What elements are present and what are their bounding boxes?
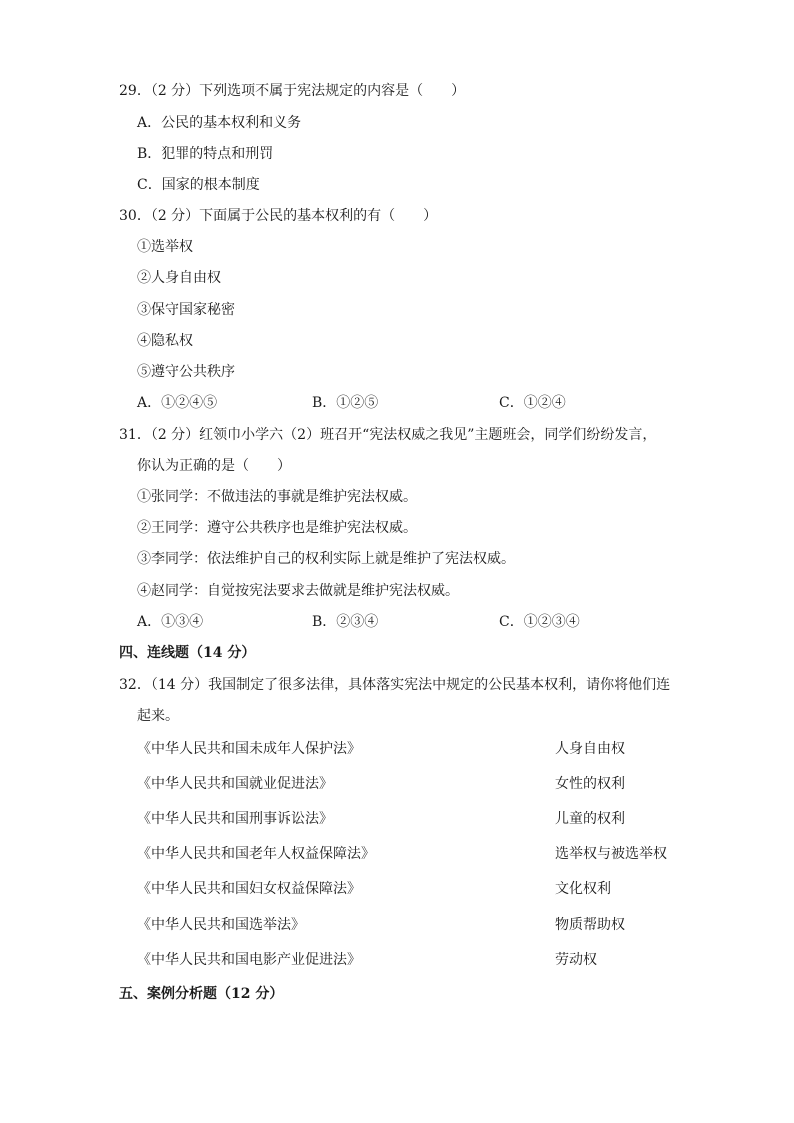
section-4-title: 四、连线题（14 分） (119, 645, 256, 661)
right-item: 选举权与被选举权 (555, 846, 667, 862)
right-item: 文化权利 (555, 881, 611, 897)
question-32-stem-line-2: 起来。 (137, 708, 179, 724)
matching-row (137, 950, 697, 970)
question-30-item-2: ②人身自由权 (137, 270, 221, 286)
question-31-stem-line-2: 你认为正确的是（ ） (137, 458, 291, 474)
law-item: 《中华人民共和国刑事诉讼法》 (137, 811, 333, 827)
law-item: 《中华人民共和国老年人权益保障法》 (137, 846, 375, 862)
matching-row (137, 844, 697, 864)
question-31-option-a: A．①③④ (137, 614, 204, 630)
question-29-option-b: B．犯罪的特点和刑罚 (137, 146, 274, 162)
question-30-stem: 30．（2 分）下面属于公民的基本权利的有（ ） (119, 208, 438, 224)
question-31-item-4: ④赵同学：自觉按宪法要求去做就是维护宪法权威。 (137, 583, 459, 599)
question-31-item-2: ②王同学：遵守公共秩序也是维护宪法权威。 (137, 520, 417, 536)
matching-row (137, 739, 697, 759)
question-31-stem-line-1: 31．（2 分）红领巾小学六（2）班召开“宪法权威之我见”主题班会，同学们纷纷发言， (119, 427, 657, 443)
question-30-item-5: ⑤遵守公共秩序 (137, 364, 235, 380)
right-item: 女性的权利 (555, 776, 625, 792)
matching-row (137, 915, 697, 935)
question-32-stem-line-1: 32．（14 分）我国制定了很多法律，具体落实宪法中规定的公民基本权利，请你将他们连 (119, 677, 671, 693)
question-31-options (137, 612, 697, 632)
right-item: 儿童的权利 (555, 811, 625, 827)
law-item: 《中华人民共和国电影产业促进法》 (137, 952, 361, 968)
section-5-title: 五、案例分析题（12 分） (119, 986, 284, 1002)
question-30-option-c: C．①②④ (499, 395, 566, 411)
right-item: 物质帮助权 (555, 917, 625, 933)
question-30-item-1: ①选举权 (137, 239, 193, 255)
question-31-item-1: ①张同学：不做违法的事就是维护宪法权威。 (137, 489, 417, 505)
question-30-item-3: ③保守国家秘密 (137, 302, 235, 318)
question-30-option-a: A．①②④⑤ (137, 395, 218, 411)
question-31-option-b: B．②③④ (312, 614, 379, 630)
law-item: 《中华人民共和国妇女权益保障法》 (137, 881, 361, 897)
question-29-option-c: C．国家的根本制度 (137, 177, 260, 193)
question-30-options (137, 393, 697, 413)
law-item: 《中华人民共和国就业促进法》 (137, 776, 333, 792)
question-29-stem: 29．（2 分）下列选项不属于宪法规定的内容是（ ） (119, 83, 466, 99)
law-item: 《中华人民共和国选举法》 (137, 917, 305, 933)
matching-row (137, 809, 697, 829)
question-30-item-4: ④隐私权 (137, 333, 193, 349)
question-29-option-a: A．公民的基本权利和义务 (137, 115, 302, 131)
question-30-option-b: B．①②⑤ (312, 395, 379, 411)
question-31-item-3: ③李同学：依法维护自己的权利实际上就是维护了宪法权威。 (137, 551, 515, 567)
matching-row (137, 774, 697, 794)
right-item: 人身自由权 (555, 741, 625, 757)
question-31-option-c: C．①②③④ (499, 614, 580, 630)
matching-row (137, 879, 697, 899)
right-item: 劳动权 (555, 952, 597, 968)
law-item: 《中华人民共和国未成年人保护法》 (137, 741, 361, 757)
